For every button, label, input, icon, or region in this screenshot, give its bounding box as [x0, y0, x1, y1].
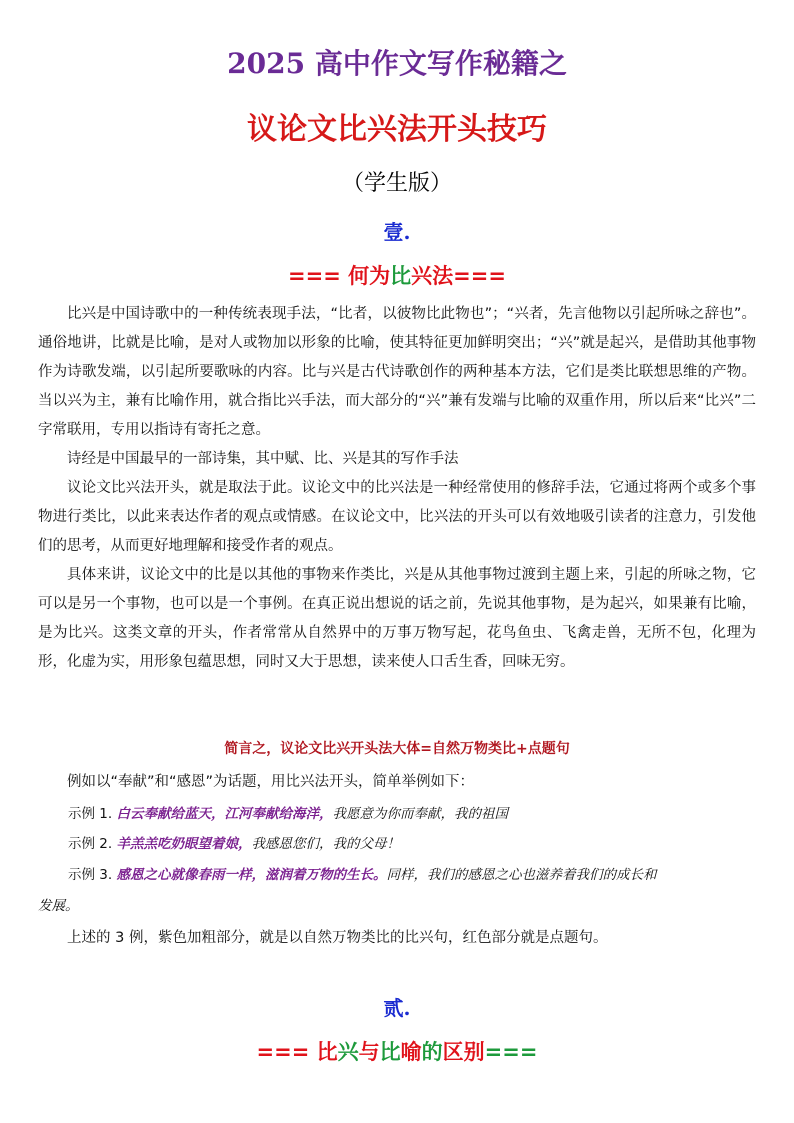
- document-title-line2: 议论文比兴法开头技巧: [247, 112, 547, 147]
- heading-part: ===: [453, 264, 506, 288]
- example-3: [68, 861, 758, 890]
- heading-part: 与: [358, 1040, 380, 1064]
- heading-part: ===: [288, 264, 349, 288]
- example-label: 示例 3.: [68, 867, 117, 883]
- example-continuation: 同样，我们的感恩之心也滋养着我们的成长和: [386, 867, 657, 883]
- closing-block: [38, 924, 756, 953]
- example-3-continued: 发展。: [38, 898, 79, 914]
- example-label: 示例 2.: [68, 836, 117, 852]
- summary-note: 简言之，议论文比兴开头法大体=自然万物类比+点题句: [224, 741, 570, 757]
- paragraph: 议论文比兴法开头，就是取法于此。议论文中的比兴法是一种经常使用的修辞手法，它通过将两个或多个事物进行类比，以此来表达作者的观点或情感。在议论文中，比兴法的开头可以有效地吸引读者的注意力，引发他们的思考，从而更好地理解和接受作者的观点。: [38, 480, 756, 554]
- heading-part: 兴: [337, 1040, 359, 1064]
- section1-number: 壹.: [383, 220, 411, 244]
- heading-part: ===: [484, 1040, 538, 1064]
- heading-part: 法: [432, 264, 454, 288]
- example-intro-block: [38, 768, 756, 797]
- heading-part: ===: [256, 1040, 317, 1064]
- paragraph: 比兴是中国诗歌中的一种传统表现手法，“比者，以彼物比此物也”；“兴者，先言他物以引起所咏之辞也”。通俗地讲，比就是比喻，是对人或物加以形象的比喻，使其特征更加鲜明突出；“兴”就是起兴，是借助其他事物作为诗歌发端，以引起所要歌咏的内容。比与兴是古代诗歌创作的两种基本方法，它们是类比联想思维的产物。当以兴为主，兼有比喻作用，就合指比兴手法，而大部分的“兴”兼有发端与比喻的双重作用，所以后来“比兴”二字常联用，专用以指诗有寄托之意。: [38, 306, 756, 438]
- heading-part: 比: [316, 1040, 338, 1064]
- heading-part: 比: [390, 264, 412, 288]
- section2-heading: [0, 1036, 794, 1066]
- document-title-line1: 2025 高中作文写作秘籍之: [227, 47, 567, 80]
- example-1: [68, 800, 758, 829]
- paragraph: 诗经是中国最早的一部诗集，其中赋、比、兴是其的写作手法: [67, 451, 459, 467]
- example-topic: 我感恩您们，我的父母！: [251, 836, 400, 852]
- example-intro: 例如以“奉献”和“感恩”为话题，用比兴法开头，简单举例如下：: [67, 774, 475, 790]
- section1-heading: [0, 260, 794, 290]
- example-2: [68, 830, 758, 859]
- document-subtitle: （学生版）: [341, 171, 452, 196]
- heading-part: 喻: [400, 1040, 422, 1064]
- example-topic: 我愿意为你而奉献，我的祖国: [332, 806, 508, 822]
- heading-part: 比: [379, 1040, 401, 1064]
- section2-number: 贰.: [383, 996, 411, 1020]
- example-analogy: 羊羔羔吃奶眼望着娘，: [116, 836, 252, 852]
- closing-paragraph: 上述的 3 例，紫色加粗部分，就是以自然万物类比的比兴句，红色部分就是点题句。: [67, 930, 608, 946]
- paragraph: 具体来讲，议论文中的比是以其他的事物来作类比，兴是从其他事物过渡到主题上来，引起的所咏之物，它可以是另一个事物，也可以是一个事例。在真正说出想说的话之前，先说其他事物，是为起兴，如果兼有比喻，是为比兴。这类文章的开头，作者常常从自然界中的万事万物写起，花鸟鱼虫、飞禽走兽，无所不包，化理为形，化虚为实，用形象包蕴思想，同时又大于思想，读来使人口舌生香，回味无穷。: [38, 567, 756, 670]
- heading-part: 何为: [348, 264, 391, 288]
- section1-body: [38, 300, 756, 677]
- heading-part: 兴: [411, 264, 433, 288]
- heading-part: 的: [421, 1040, 443, 1064]
- heading-part: 区别: [442, 1040, 485, 1064]
- example-label: 示例 1.: [68, 806, 117, 822]
- example-analogy: 感恩之心就像春雨一样，滋润着万物的生长。: [116, 867, 387, 883]
- example-analogy: 白云奉献给蓝天，江河奉献给海洋，: [116, 806, 333, 822]
